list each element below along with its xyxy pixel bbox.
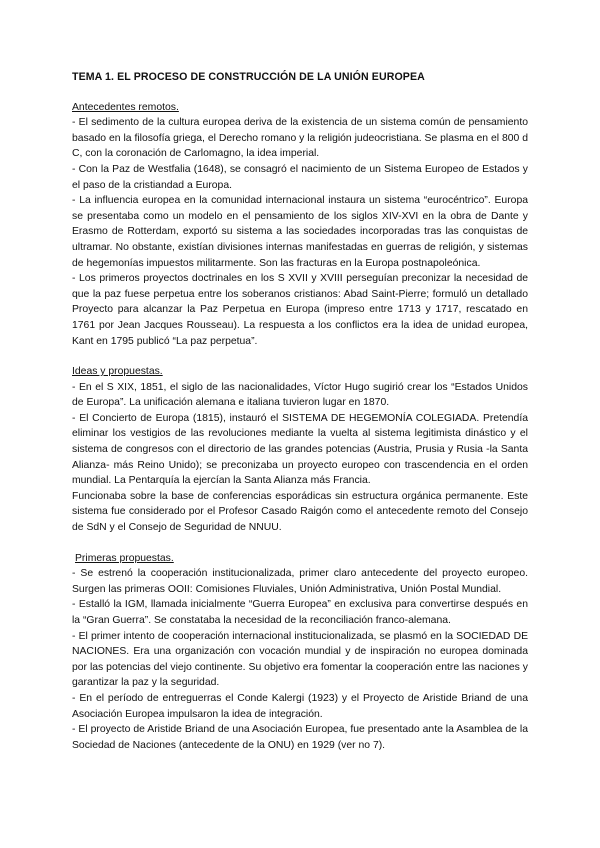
section-heading: Primeras propuestas. [75,552,174,564]
paragraph: - En el S XIX, 1851, el siglo de las nacionalidades, Víctor Hugo sugirió crear los “Estados Unidos de Europa”. La unificación alemana e italiana tuvieron lugar en 1870. [72,381,528,409]
paragraph: - El sedimento de la cultura europea deriva de la existencia de un sistema común de pensamiento basado en la filosofía griega, el Derecho romano y la religión judeocristiana. Se plasma en el 800 d C, con la coronación de Carlomagno, la idea imperial. [72,117,528,160]
section-primeras-propuestas [72,551,528,754]
paragraph: - Los primeros proyectos doctrinales en los S XVII y XVIII perseguían preconizar la necesidad de que la paz fuese perpetua entre los soberanos cristianos: Abad Saint-Pierre; formuló un detallado Proyecto para alcanzar la Paz Perpetua en Europa (impreso entre 1713 y 1717, rescatado en 1761 por Jean Jacques Rousseau). La respuesta a los conflictos era la idea de unidad europea, Kant en 1795 publicó “La paz perpetua”. [72,273,528,347]
paragraph: - En el período de entreguerras el Conde Kalergi (1923) y el Proyecto de Aristide Briand de una Asociación Europea impulsaron la idea de integración. [72,692,528,720]
paragraph: - Se estrenó la cooperación institucionalizada, primer claro antecedente del proyecto europeo. Surgen las primeras OOII: Comisiones Fluviales, Unión Administrativa, Unión Postal Mundial. [72,568,528,595]
document-page [72,70,528,768]
paragraph: - Estalló la IGM, llamada inicialmente “Guerra Europea” en exclusiva para convertirse después en la “Gran Guerra”. Se constataba la necesidad de la reconciliación franco-alemana. [72,599,528,626]
section-heading: Ideas y propuestas. [72,366,163,378]
paragraph: - El proyecto de Aristide Briand de una Asociación Europea, fue presentado ante la Asamblea de la Sociedad de Naciones (antecedente de la ONU) en 1929 (ver no 7). [72,724,528,751]
paragraph: - La influencia europea en la comunidad internacional instaura un sistema “eurocéntrico”. Europa se presentaba como un modelo en el pensamiento de los siglos XIV-XVI en la obra de Dante y Erasmo de Rotterdam, exportó su sistema a las sociedades incorporadas tras las conquistas de ultramar. No obstante, existían divisiones internas manifestadas en guerras de religión, y sistemas de hegemonías impuestos militarmente. Son las fracturas en la Europa postnapoleónica. [72,195,528,269]
paragraph: Funcionaba sobre la base de conferencias esporádicas sin estructura orgánica permanente. Este sistema fue considerado por el Profesor Casado Raigón como el antecedente remoto del Consejo de SdN y el Consejo de Seguridad de NNUU. [72,490,528,534]
section-antecedentes-remotos [72,100,528,350]
paragraph: - El primer intento de cooperación internacional institucionalizada, se plasmó en la SOCIEDAD DE NACIONES. Era una organización con vocación mundial y de inspiración no europea dominada por las potencias del viejo continente. Su objetivo era fomentar la cooperación entre las naciones y garantizar la paz y la seguridad. [72,630,528,689]
section-heading: Antecedentes remotos. [72,101,179,113]
paragraph: - El Concierto de Europa (1815), instauró el SISTEMA DE HEGEMONÍA COLEGIADA. Pretendía eliminar los vestigios de las revoluciones mediante la vuelta al sistema legitimista dinástico y el sistema de congresos con el directorio de las grandes potencias (Austria, Prusia y Rusia -la Santa Alianza- más Reino Unido); se preconizaba un proyecto europeo con trascendencia en el orden mundial. La Pentarquía la ejercían la Santa Alianza más Francia. [72,412,528,487]
document-title: TEMA 1. EL PROCESO DE CONSTRUCCIÓN DE LA UNIÓN EUROPEA [72,71,425,83]
section-ideas-y-propuestas [72,364,528,536]
paragraph: - Con la Paz de Westfalia (1648), se consagró el nacimiento de un Sistema Europeo de Estados y el paso de la cristiandad a Europa. [72,163,528,191]
